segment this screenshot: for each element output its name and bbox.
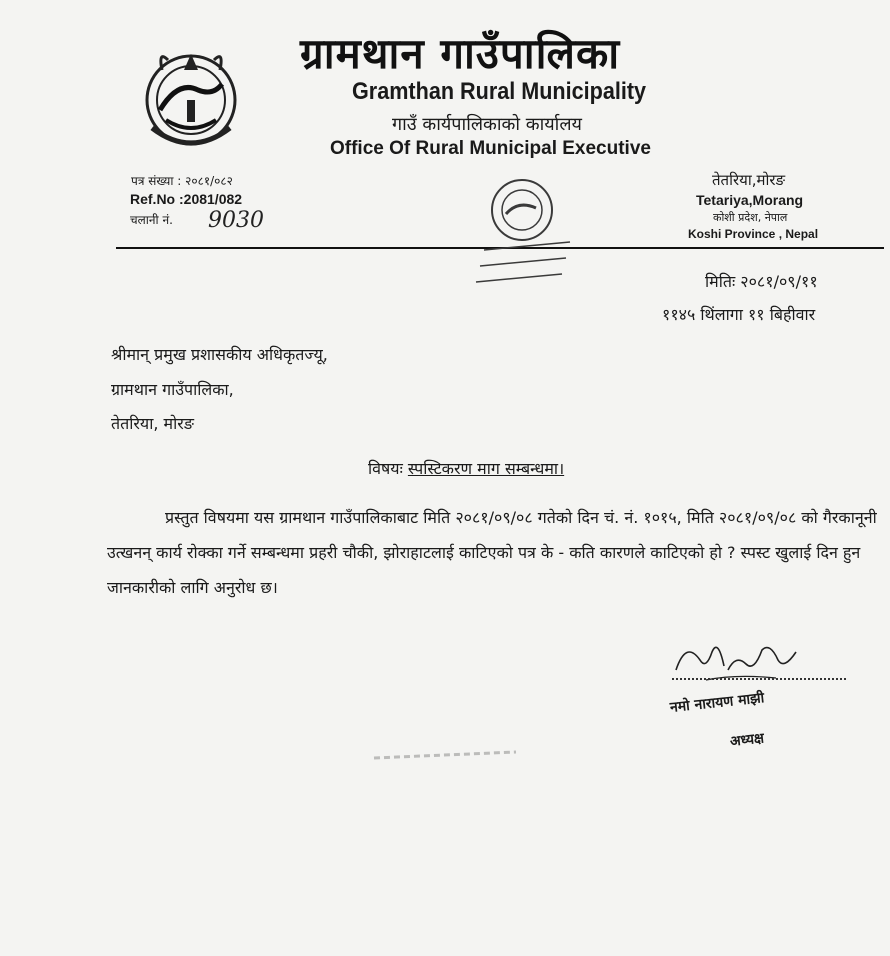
recipient-line-2: ग्रामथान गाउँपालिका, (111, 380, 234, 399)
office-name-nepali: गाउँ कार्यपालिकाको कार्यालय (392, 114, 582, 135)
office-stamp-icon (470, 170, 580, 300)
recipient-line-3: तेतरिया, मोरङ (111, 414, 194, 433)
subject-label: विषयः (368, 459, 403, 478)
municipality-name-english: Gramthan Rural Municipality (352, 78, 647, 105)
reference-number: Ref.No :2081/082 (130, 191, 243, 207)
signatory-title: अध्यक्ष (729, 730, 765, 750)
province-nepali: कोशी प्रदेश, नेपाल (713, 211, 788, 224)
province-english: Koshi Province , Nepal (688, 227, 819, 241)
signatory-name: नमो नारायण माझी (669, 690, 766, 716)
lunar-date: ११४५ थिंलागा ११ बिहीवार (662, 305, 816, 324)
dispatch-number-label: चलानी नं. (130, 213, 173, 227)
letter-number-nepali: पत्र संख्या : २०८१/०८२ (131, 174, 233, 188)
letter-date: मितिः २०८१/०९/११ (705, 272, 818, 291)
office-name-english: Office Of Rural Municipal Executive (330, 138, 651, 159)
address-nepali: तेतरिया,मोरङ (712, 171, 786, 189)
body-paragraph: प्रस्तुत विषयमा यस ग्रामथान गाउँपालिकाबाट मिति २०८१/०९/०८ गतेको दिन चं. नं. १०१५, मिति २०८१/०९/०८ को गैरकानूनी उत्खनन् कार्य रोक्का गर्ने सम्बन्धमा प्रहरी चौकी, झोराहाटलाई काटिएको पत्र के - कति कारणले काटिएको हो ? स्पस्ट खुलाई दिन हुन जानकारीको लागि अनुरोध छ। (107, 508, 877, 597)
nepal-emblem-icon (138, 40, 244, 160)
handwritten-signature (666, 630, 816, 690)
faint-stamp-mark (370, 742, 520, 766)
signature-line (672, 678, 846, 680)
recipient-line-1: श्रीमान् प्रमुख प्रशासकीय अधिकृतज्यू, (111, 345, 328, 364)
subject-text: स्पस्टिकरण माग सम्बन्धमा। (407, 459, 565, 478)
address-english: Tetariya,Morang (696, 192, 804, 208)
subject-line (368, 457, 564, 479)
dispatch-number-value: 9030 (208, 208, 264, 233)
municipality-name-nepali: ग्रामथान गाउँपालिका (300, 29, 621, 78)
